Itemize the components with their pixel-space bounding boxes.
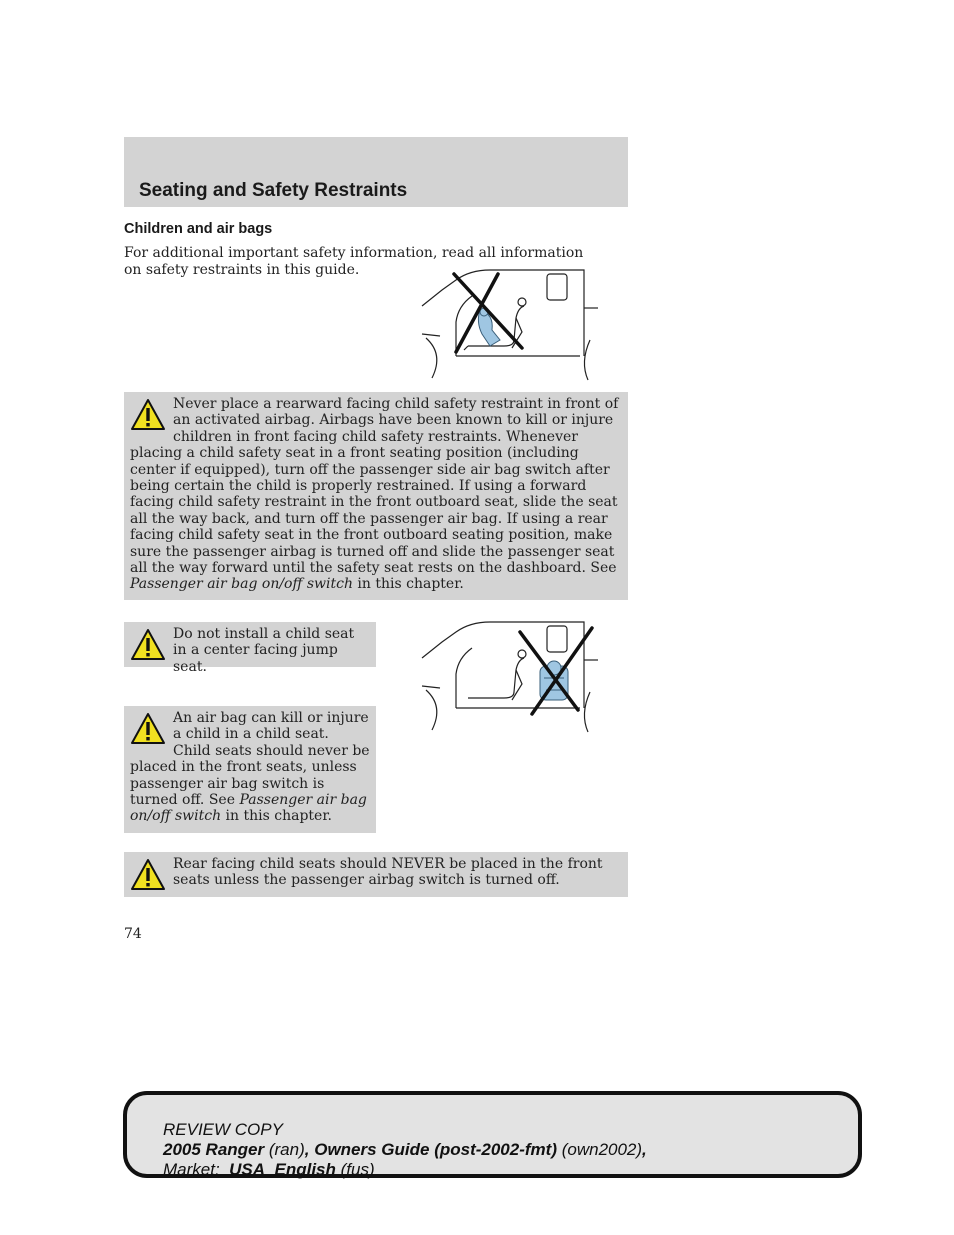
illustration-jump-seat-crossed	[420, 618, 600, 734]
illustration-front-seat-crossed	[420, 266, 600, 382]
cross-reference: Passenger air bag on/off switch	[130, 576, 353, 593]
subheading: Children and air bags	[124, 221, 273, 237]
cross-reference: Passenger air bag on/off switch	[130, 792, 367, 825]
footer-review-label: REVIEW COPY	[163, 1120, 283, 1139]
footer-doc-line: 2005 Ranger (ran), Owners Guide (post-2002-fmt) (own2002),	[163, 1140, 647, 1159]
section-header	[124, 137, 628, 207]
warning-text: An air bag can kill or injure a child in a child seat. Child seats should never be placed in the front seats, unless passenger air bag switch is turned off. See Passenger air bag on/off switch in this chapter.	[130, 710, 370, 825]
warning-triangle-icon	[130, 398, 166, 432]
warning-text: Rear facing child seats should NEVER be placed in the front seats unless the passenger airbag switch is turned off.	[173, 856, 603, 889]
warning-triangle-icon	[130, 858, 166, 892]
warning-box-rearward-restraint	[124, 392, 628, 600]
warning-box-jump-seat	[124, 622, 376, 675]
page-number: 74	[124, 926, 142, 942]
page-title: Seating and Safety Restraints	[139, 180, 408, 201]
warning-triangle-icon	[130, 712, 166, 746]
warning-text: Never place a rearward facing child safety restraint in front of an activated airbag. Airbags have been known to kill or injure children in front facing child safety restraints. Whenever placing a child safety seat in a front seating position (including center if equipped), turn off the passenger side air bag switch after being certain the child is properly restrained. If using a forward facing child safety restraint in the front outboard seat, slide the seat all the way back, and turn off the passenger air bag. If using a rear facing child safety seat in the front outboard seating position, make sure the passenger airbag is turned off and slide the passenger seat all the way forward until the safety seat rests on the dashboard. See Passenger air bag on/off switch in this chapter.	[130, 396, 619, 593]
warning-triangle-icon	[130, 628, 166, 662]
warning-text: Do not install a child seat in a center facing jump seat.	[173, 626, 355, 675]
intro-paragraph: For additional important safety information, read all information on safety restraints in this guide.	[124, 245, 584, 278]
footer-market-line: Market: USA_English (fus)	[163, 1160, 375, 1179]
warning-box-rear-facing	[124, 852, 628, 897]
warning-box-air-bag-injury	[124, 706, 376, 833]
review-copy-footer	[123, 1091, 862, 1178]
